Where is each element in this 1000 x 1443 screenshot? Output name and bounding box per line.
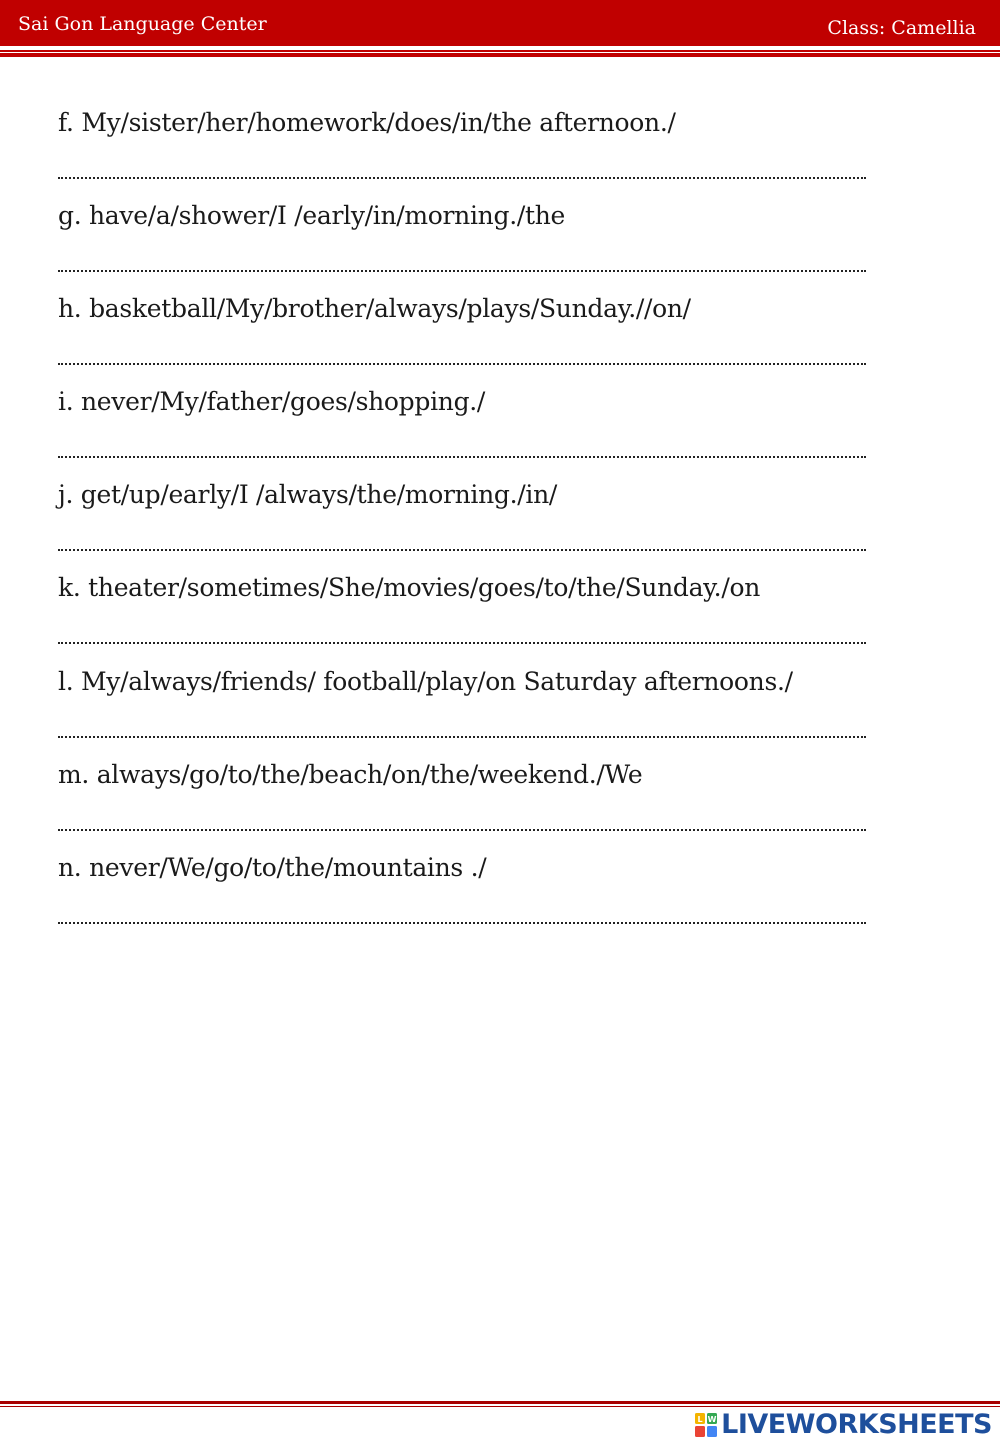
header-divider <box>0 50 1000 52</box>
header-bar <box>0 0 1000 46</box>
liveworksheets-logo <box>694 1409 992 1440</box>
exercise-item <box>58 108 938 179</box>
exercise-prompt: i. never/My/father/goes/shopping./ <box>58 387 486 416</box>
exercise-prompt: g. have/a/shower/I /early/in/morning./the <box>58 201 565 230</box>
exercise-item <box>58 853 938 924</box>
header-divider-thick <box>0 53 1000 57</box>
exercise-item <box>58 667 938 738</box>
footer-divider-thin <box>0 1406 1000 1407</box>
answer-line[interactable] <box>58 444 866 458</box>
brand-name: LIVEWORKSHEETS <box>721 1409 992 1440</box>
exercise-item <box>58 201 938 272</box>
exercise-prompt: f. My/sister/her/homework/does/in/the afternoon./ <box>58 108 676 137</box>
answer-line[interactable] <box>58 910 866 924</box>
answer-line[interactable] <box>58 258 866 272</box>
class-label: Class: Camellia <box>827 17 976 39</box>
answer-line[interactable] <box>58 630 866 644</box>
exercise-item <box>58 760 938 831</box>
exercise-prompt: l. My/always/friends/ football/play/on Saturday afternoons./ <box>58 667 793 696</box>
answer-line[interactable] <box>58 351 866 365</box>
center-name: Sai Gon Language Center <box>18 13 267 35</box>
footer-divider <box>0 1401 1000 1404</box>
answer-line[interactable] <box>58 724 866 738</box>
exercise-item <box>58 294 938 365</box>
exercise-prompt: j. get/up/early/I /always/the/morning./in/ <box>58 480 558 509</box>
exercise-prompt: k. theater/sometimes/She/movies/goes/to/the/Sunday./on <box>58 573 761 602</box>
exercise-item <box>58 480 938 551</box>
exercise-prompt: m. always/go/to/the/beach/on/the/weekend./We <box>58 760 643 789</box>
exercise-prompt: h. basketball/My/brother/always/plays/Sunday.//on/ <box>58 294 691 323</box>
svg-text:L: L <box>697 1414 703 1424</box>
answer-line[interactable] <box>58 817 866 831</box>
exercise-item <box>58 573 938 644</box>
answer-line[interactable] <box>58 165 866 179</box>
liveworksheets-logo-icon <box>694 1412 718 1438</box>
exercise-item <box>58 387 938 458</box>
answer-line[interactable] <box>58 537 866 551</box>
svg-text:W: W <box>707 1414 717 1424</box>
exercise-prompt: n. never/We/go/to/the/mountains ./ <box>58 853 487 882</box>
